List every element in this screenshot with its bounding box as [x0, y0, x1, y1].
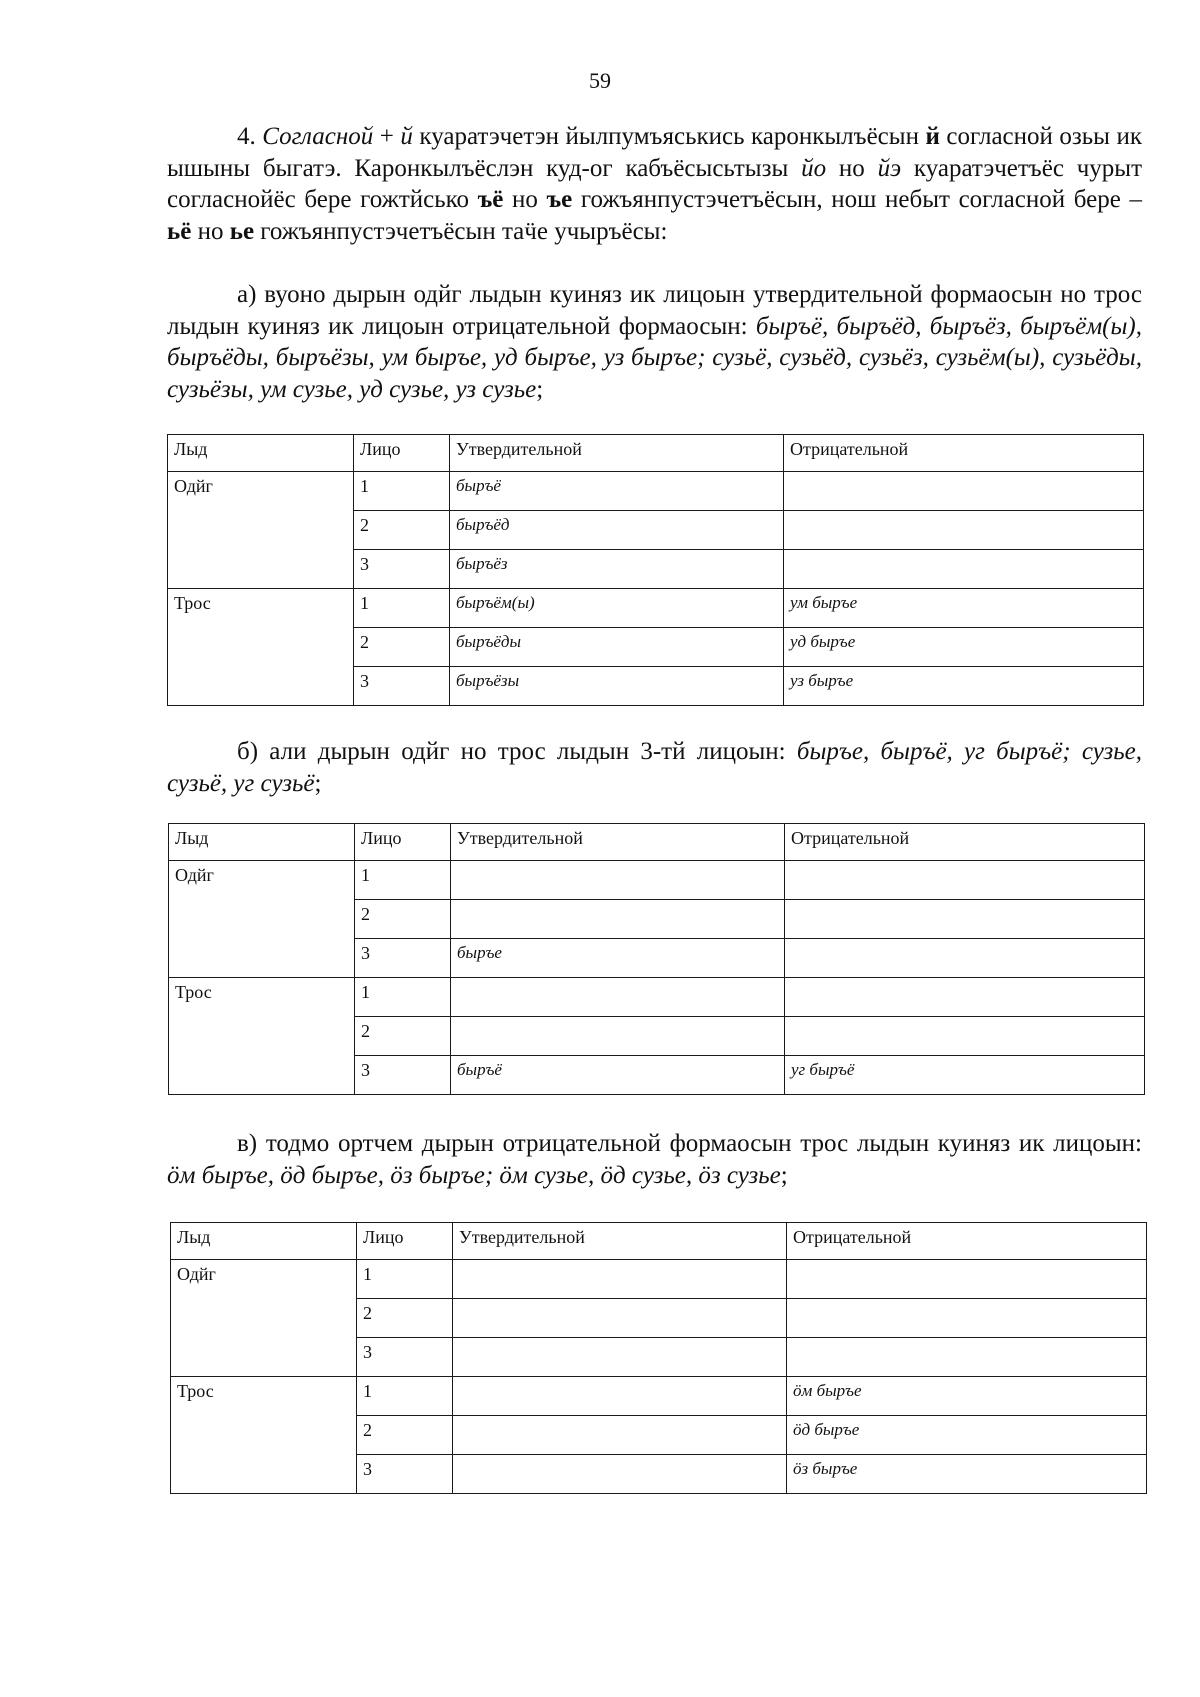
table-row: 2	[169, 900, 1145, 939]
table-row: 3	[171, 1338, 1147, 1377]
formula-consonant: Согласной	[262, 123, 374, 150]
number-singular: Одйг	[171, 1260, 357, 1377]
table-row: 2 öд быръе	[171, 1416, 1147, 1455]
paragraph-b: б) али дырын одйг но трос лыдын 3-тй лицоын: быръе, быръё, уг быръё; сузье, сузьё, уг сузьё;	[167, 738, 1142, 797]
formula-y: й	[400, 123, 413, 150]
paragraph-c: в) тодмо ортчем дырын отрицательной формаосын трос лыдын куиняз ик лицоын: öм быръе, öд быръе, öз быръе; öм сузье, öд сузье, öз сузье;	[167, 1130, 1142, 1189]
table-row: Одйг 1	[169, 861, 1145, 900]
conjugation-table-1	[167, 434, 1144, 706]
table-row: Трос 1	[169, 978, 1145, 1017]
number-singular: Одйг	[169, 861, 355, 978]
table-row: Трос 1 быръём(ы) ум быръе	[168, 589, 1144, 628]
examples-b: быръе, быръё, уг быръё; сузье, сузьё, уг сузьё	[167, 738, 1142, 797]
table-row: 3 öз быръе	[171, 1455, 1147, 1494]
header-negative: Отрицательной	[784, 435, 1144, 472]
conjugation-table-2	[168, 823, 1145, 1095]
examples-a: быръё, быръёд, быръёз, быръём(ы), быръёды, быръёзы, ум быръе, уд быръе, уз быръе; сузьё, сузьёд, сузьёз, сузьём(ы), сузьёды, сузьёзы, ум сузье, уд сузье, уз сузье	[167, 312, 1142, 403]
table-row: 2	[171, 1299, 1147, 1338]
number-plural: Трос	[169, 978, 355, 1095]
table-row: 3 быръёзы уз быръе	[168, 667, 1144, 706]
table-row: 3 быръёз	[168, 550, 1144, 589]
item-number: 4.	[237, 123, 256, 150]
header-negative: Отрицательной	[787, 1223, 1147, 1260]
table-row: 2	[169, 1017, 1145, 1056]
header-number: Лыд	[169, 824, 355, 861]
table-row: 2 быръёды уд быръе	[168, 628, 1144, 667]
header-person: Лицо	[355, 824, 451, 861]
bold-y: й	[925, 123, 940, 150]
table-row: 3 быръё уг быръё	[169, 1056, 1145, 1095]
table-row: Одйг 1	[171, 1260, 1147, 1299]
table-row: 2 быръёд	[168, 511, 1144, 550]
header-affirmative: Утвердительной	[450, 435, 784, 472]
number-plural: Трос	[171, 1377, 357, 1494]
formula-plus: +	[379, 123, 394, 150]
rule-paragraph: 4. Согласной + й куаратэчетэн йылпумъяськись каронкылъёсын й согласной озьы ик ышыны быгатэ. Каронкылъёслэн куд-ог кабъёсысьтызы йо но йэ куаратэчетъёс чурыт согласнойёс бере гожтйсько ъё но ъе гожъянпустэчетъёсын, нош небыт согласной бере – ьё но ье гожъянпустэчетъёсын таӵе учыръёсы:	[167, 123, 1143, 245]
header-person: Лицо	[354, 435, 450, 472]
page-number: 59	[589, 68, 611, 93]
table-row: Трос 1 öм быръе	[171, 1377, 1147, 1416]
paragraph-a: а) вуоно дырын одйг лыдын куиняз ик лицоын утвердительной формаосын но трос лыдын куиняз ик лицоын отрицательной формаосын: быръё, быръёд, быръёз, быръём(ы), быръёды, быръёзы, ум быръе, уд быръе, уз быръе; сузьё, сузьёд, сузьёз, сузьём(ы), сузьёды, сузьёзы, ум сузье, уд сузье, уз сузье;	[167, 281, 1142, 403]
header-affirmative: Утвердительной	[453, 1223, 787, 1260]
examples-c: öм быръе, öд быръе, öз быръе; öм сузье, öд сузье, öз сузье	[167, 1161, 781, 1189]
header-affirmative: Утвердительной	[451, 824, 785, 861]
table-row: 3 быръе	[169, 939, 1145, 978]
header-number: Лыд	[168, 435, 354, 472]
number-plural: Трос	[168, 589, 354, 706]
header-negative: Отрицательной	[785, 824, 1145, 861]
header-person: Лицо	[357, 1223, 453, 1260]
table-row: Одйг 1 быръё	[168, 472, 1144, 511]
conjugation-table-3	[170, 1222, 1147, 1494]
header-number: Лыд	[171, 1223, 357, 1260]
number-singular: Одйг	[168, 472, 354, 589]
